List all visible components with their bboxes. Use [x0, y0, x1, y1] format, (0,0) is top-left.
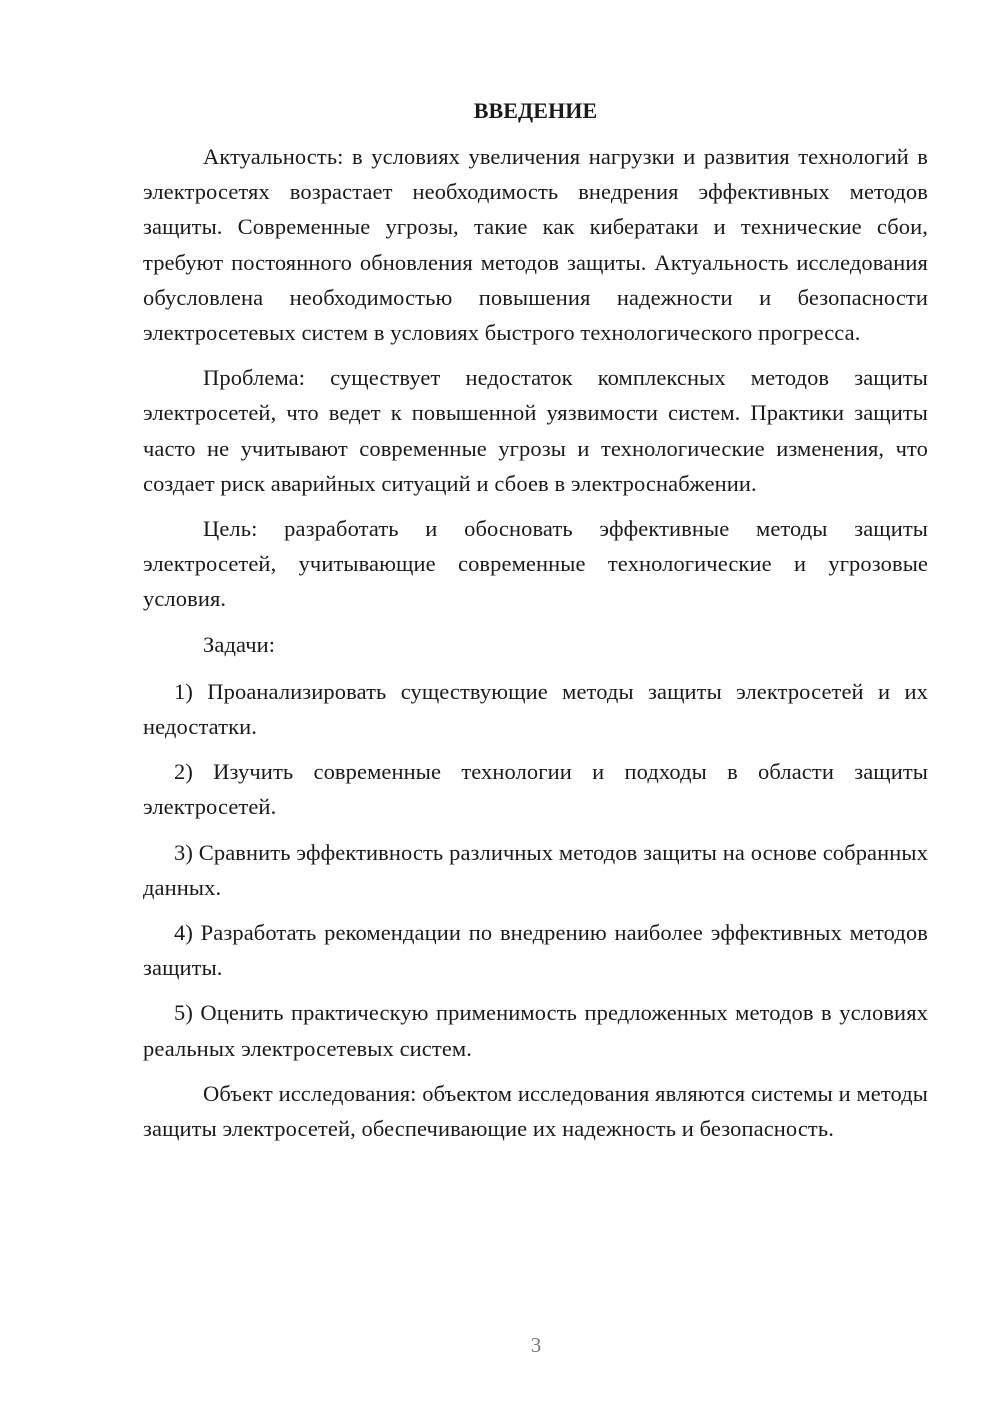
task-item-3: 3) Сравнить эффективность различных методов защиты на основе собранных данных.	[143, 839, 928, 900]
tasks-heading: Задачи:	[203, 631, 276, 657]
tasks-list	[143, 674, 928, 1066]
relevance-paragraph: Актуальность: в условиях увеличения нагрузки и развития технологий в электросетях возрастает необходимость внедрения эффективных методов защиты. Современные угрозы, такие как кибератаки и технические сбои, требуют постоянного обновления методов защиты. Актуальность исследования обусловлена необходимостью повышения надежности и безопасности электросетевых систем в условиях быстрого технологического прогресса.	[143, 144, 928, 346]
document-body	[143, 96, 928, 1156]
task-item-2: 2) Изучить современные технологии и подходы в области защиты электросетей.	[143, 759, 928, 820]
problem-paragraph: Проблема: существует недостаток комплексных методов защиты электросетей, что ведет к повышенной уязвимости систем. Практики защиты часто не учитывают современные угрозы и технологические изменения, что создает риск аварийных ситуаций и сбоев в электроснабжении.	[143, 365, 928, 496]
object-paragraph: Объект исследования: объектом исследования являются системы и методы защиты электросетей, обеспечивающие их надежность и безопасность.	[143, 1080, 928, 1142]
task-item-1: 1) Проанализировать существующие методы защиты электросетей и их недостатки.	[143, 678, 928, 740]
page-number: 3	[530, 1333, 542, 1357]
section-title: ВВЕДЕНИЕ	[473, 98, 598, 123]
task-item-4: 4) Разработать рекомендации по внедрению наиболее эффективных методов защиты.	[143, 920, 928, 981]
goal-paragraph: Цель: разработать и обосновать эффективные методы защиты электросетей, учитывающие современные технологические и угрозовые условия.	[143, 516, 928, 612]
task-item-5: 5) Оценить практическую применимость предложенных методов в условиях реальных электросетевых систем.	[143, 1000, 928, 1061]
